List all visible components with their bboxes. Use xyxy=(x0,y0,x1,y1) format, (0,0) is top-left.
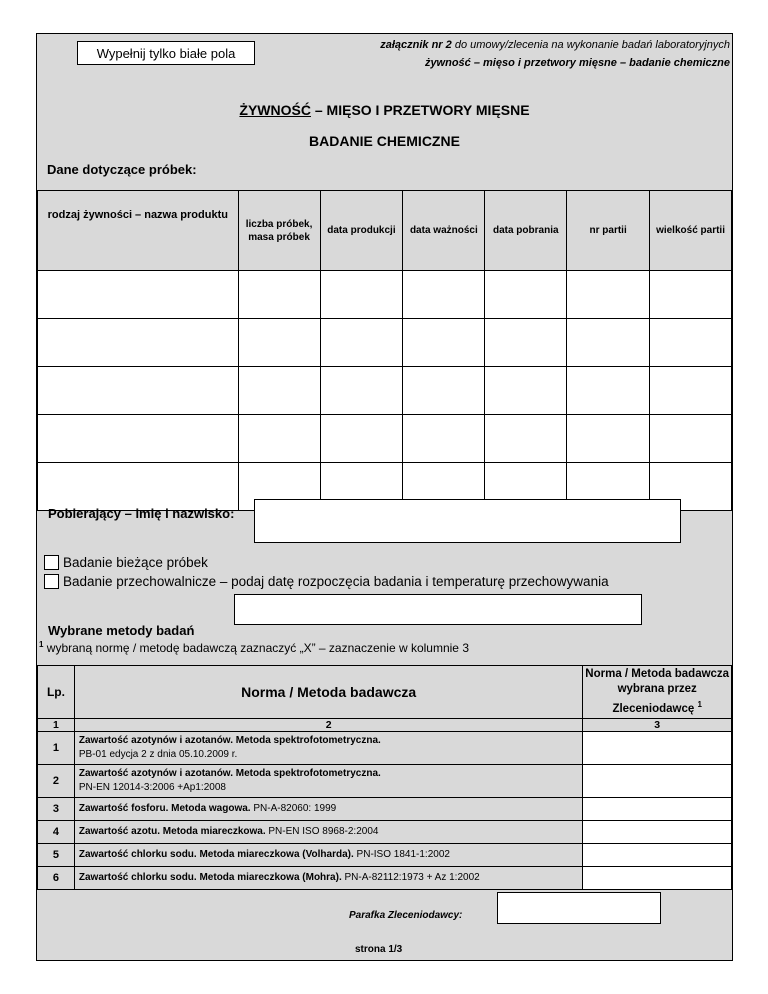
samples-header-row xyxy=(38,191,732,271)
input-cell[interactable] xyxy=(485,271,567,319)
method-select-cell[interactable] xyxy=(583,843,732,866)
sampler-name-field[interactable] xyxy=(254,499,681,543)
samples-table xyxy=(37,190,732,511)
page-number: strona 1/3 xyxy=(355,944,403,955)
methods-heading: Wybrane metody badań xyxy=(48,623,195,638)
current-tests-label: Badanie bieżące próbek xyxy=(63,555,208,570)
col-method: Norma / Metoda badawcza xyxy=(74,666,583,719)
method-name: Zawartość azotu. Metoda miareczkowa. xyxy=(78,825,266,837)
attachment-desc: do umowy/zlecenia na wykonanie badań laboratoryjnych xyxy=(451,39,730,51)
table-row xyxy=(38,843,732,866)
input-cell[interactable] xyxy=(567,367,650,415)
input-cell[interactable] xyxy=(403,319,485,367)
method-desc xyxy=(74,731,583,764)
table-row xyxy=(38,820,732,843)
method-norm: PN-ISO 1841-1:2002 xyxy=(353,848,450,860)
current-tests-checkbox[interactable] xyxy=(44,555,59,570)
col-sampling-date: data pobrania xyxy=(485,191,567,271)
table-row xyxy=(38,271,732,319)
input-cell[interactable] xyxy=(650,319,732,367)
methods-header-row xyxy=(38,666,732,719)
input-cell[interactable] xyxy=(320,367,403,415)
row-lp: 4 xyxy=(38,820,75,843)
row-lp: 5 xyxy=(38,843,75,866)
input-cell[interactable] xyxy=(238,271,320,319)
method-norm: PN-EN ISO 8968-2:2004 xyxy=(265,825,379,837)
table-row xyxy=(38,367,732,415)
col-sample-count: liczba próbek, masa próbek xyxy=(238,191,320,271)
client-initials-label: Parafka Zleceniodawcy: xyxy=(349,910,463,921)
client-initials-field[interactable] xyxy=(497,892,661,924)
row-lp: 1 xyxy=(38,731,75,764)
input-cell[interactable] xyxy=(567,271,650,319)
input-cell[interactable] xyxy=(403,271,485,319)
table-row xyxy=(38,764,732,797)
methods-footnote xyxy=(39,640,469,655)
attachment-number: załącznik nr 2 xyxy=(380,39,452,51)
row-lp: 6 xyxy=(38,866,75,889)
method-norm: PB-01 edycja 2 z dnia 05.10.2009 r. xyxy=(78,748,238,760)
method-select-cell[interactable] xyxy=(583,820,732,843)
col-selected xyxy=(583,666,732,719)
table-row xyxy=(38,797,732,820)
method-desc xyxy=(74,866,583,889)
col-selected-sup: 1 xyxy=(697,700,702,709)
method-norm: PN-A-82112:1973 + Az 1:2002 xyxy=(341,871,480,883)
input-cell[interactable] xyxy=(485,367,567,415)
col-number-3: 3 xyxy=(583,718,732,731)
col-lp: Lp. xyxy=(38,666,75,719)
form-page xyxy=(36,33,733,961)
sampler-label: Pobierający – imię i nazwisko: xyxy=(48,506,235,521)
input-cell[interactable] xyxy=(485,319,567,367)
method-name: Zawartość azotynów i azotanów. Metoda spektrofotometryczna. xyxy=(78,767,381,779)
method-select-cell[interactable] xyxy=(583,764,732,797)
row-lp: 2 xyxy=(38,764,75,797)
method-select-cell[interactable] xyxy=(583,797,732,820)
storage-tests-option[interactable] xyxy=(44,574,609,589)
storage-tests-checkbox[interactable] xyxy=(44,574,59,589)
input-cell[interactable] xyxy=(38,415,239,463)
col-expiry-date: data ważności xyxy=(403,191,485,271)
input-cell[interactable] xyxy=(320,271,403,319)
title-rest: – MIĘSO I PRZETWORY MIĘSNE xyxy=(310,102,530,118)
input-cell[interactable] xyxy=(567,319,650,367)
footnote-text: wybraną normę / metodę badawczą zaznaczyć „X” – zaznaczenie w kolumnie 3 xyxy=(43,641,469,655)
input-cell[interactable] xyxy=(38,271,239,319)
method-name: Zawartość fosforu. Metoda wagowa. xyxy=(78,802,251,814)
storage-tests-label: Badanie przechowalnicze – podaj datę rozpoczęcia badania i temperaturę przechowywania xyxy=(63,574,609,589)
method-name: Zawartość azotynów i azotanów. Metoda spektrofotometryczna. xyxy=(78,734,381,746)
method-name: Zawartość chlorku sodu. Metoda miareczkowa (Volharda). xyxy=(78,848,354,860)
input-cell[interactable] xyxy=(38,319,239,367)
samples-heading: Dane dotyczące próbek: xyxy=(47,162,197,177)
title-underlined: ŻYWNOŚĆ xyxy=(239,102,311,118)
col-batch-size: wielkość partii xyxy=(650,191,732,271)
input-cell[interactable] xyxy=(38,367,239,415)
input-cell[interactable] xyxy=(485,415,567,463)
method-desc xyxy=(74,820,583,843)
current-tests-option[interactable] xyxy=(44,555,208,570)
table-row xyxy=(38,415,732,463)
method-select-cell[interactable] xyxy=(583,866,732,889)
input-cell[interactable] xyxy=(403,367,485,415)
method-desc xyxy=(74,797,583,820)
input-cell[interactable] xyxy=(650,271,732,319)
table-row xyxy=(38,731,732,764)
method-norm: PN-A-82060: 1999 xyxy=(250,802,337,814)
attachment-scope: żywność – mięso i przetwory mięsne – badanie chemiczne xyxy=(424,57,730,69)
input-cell[interactable] xyxy=(650,367,732,415)
input-cell[interactable] xyxy=(567,415,650,463)
method-desc xyxy=(74,843,583,866)
method-select-cell[interactable] xyxy=(583,731,732,764)
method-name: Zawartość chlorku sodu. Metoda miareczkowa (Mohra). xyxy=(78,871,342,883)
footnote-mark: 1 xyxy=(39,640,44,649)
input-cell[interactable] xyxy=(238,415,320,463)
method-desc xyxy=(74,764,583,797)
input-cell[interactable] xyxy=(403,415,485,463)
row-lp: 3 xyxy=(38,797,75,820)
method-norm: PN-EN 12014-3:2006 +Ap1:2008 xyxy=(78,781,226,793)
fill-only-note xyxy=(77,41,255,65)
storage-date-temperature-field[interactable] xyxy=(234,594,642,625)
table-row xyxy=(38,866,732,889)
col-number-2: 2 xyxy=(74,718,583,731)
col-product-name: rodzaj żywności – nazwa produktu xyxy=(38,191,239,271)
input-cell[interactable] xyxy=(650,415,732,463)
page-title xyxy=(37,102,732,118)
input-cell[interactable] xyxy=(38,463,239,511)
input-cell[interactable] xyxy=(320,319,403,367)
table-row xyxy=(38,319,732,367)
input-cell[interactable] xyxy=(238,319,320,367)
methods-table xyxy=(37,665,732,890)
input-cell[interactable] xyxy=(238,367,320,415)
col-production-date: data produkcji xyxy=(320,191,403,271)
input-cell[interactable] xyxy=(320,415,403,463)
attachment-header xyxy=(380,36,730,72)
page-subtitle: BADANIE CHEMICZNE xyxy=(309,133,460,149)
col-selected-label: Norma / Metoda badawcza wybrana przez Zleceniodawcę xyxy=(585,668,730,715)
fill-only-text: Wypełnij tylko białe pola xyxy=(96,45,236,61)
col-batch-number: nr partii xyxy=(567,191,650,271)
column-number-row xyxy=(38,718,732,731)
col-number-1: 1 xyxy=(38,718,75,731)
